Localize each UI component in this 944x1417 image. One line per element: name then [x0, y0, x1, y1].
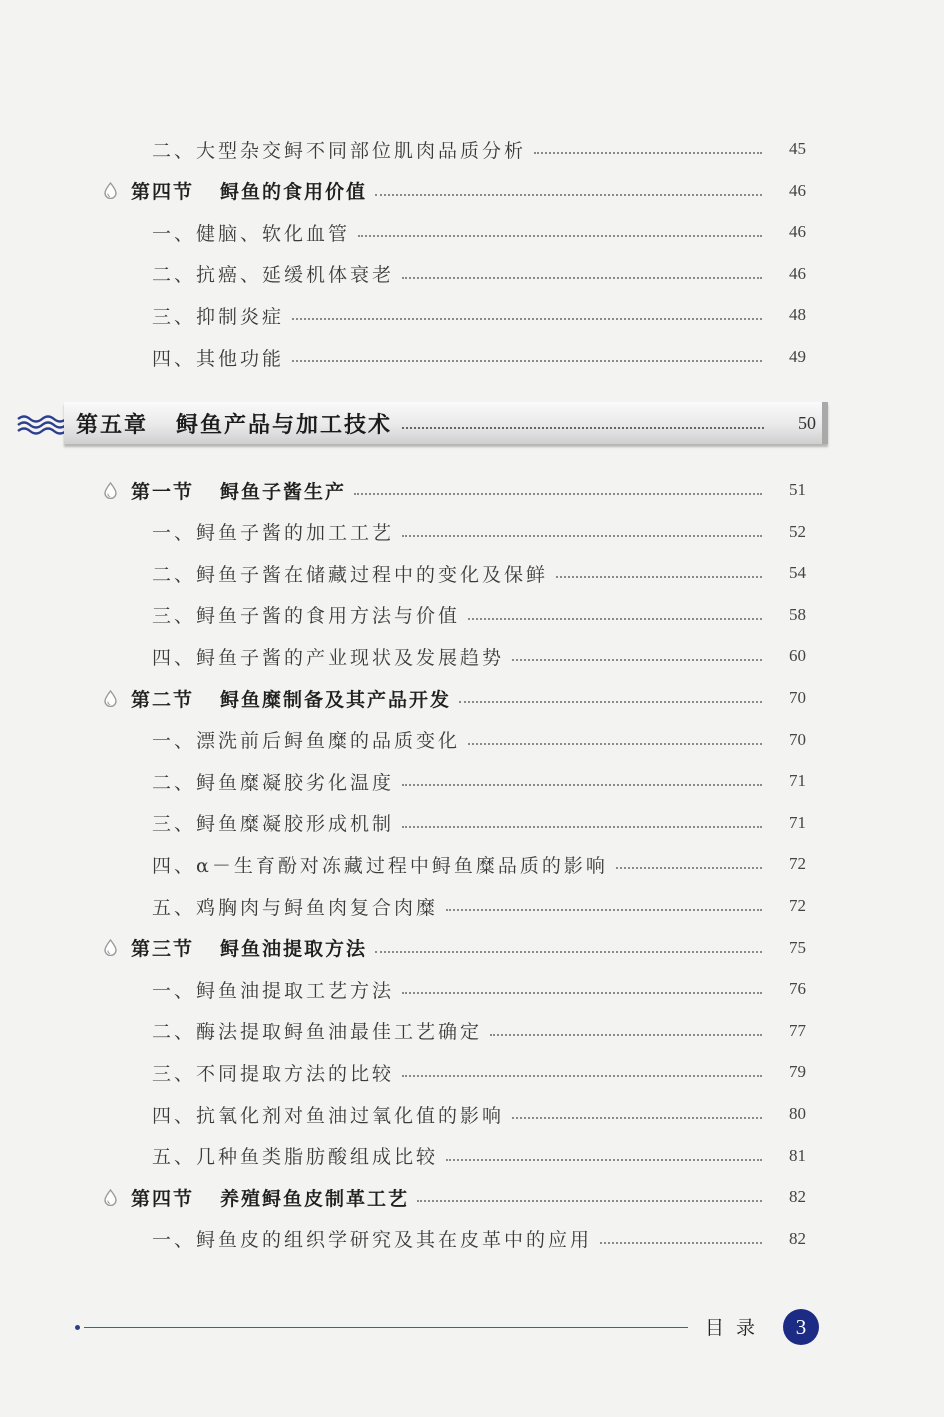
section-title: 鲟鱼糜制备及其产品开发: [220, 688, 452, 711]
toc-section-entry[interactable]: [0, 931, 944, 965]
section-number: 第四节: [131, 1187, 195, 1210]
subentry-title: 一、鲟鱼皮的组织学研究及其在皮革中的应用: [152, 1229, 593, 1252]
page-number: 71: [789, 812, 806, 832]
subentry-title: 五、鸡胸肉与鲟鱼肉复合肉糜: [152, 896, 439, 919]
subentry-title: 一、健脑、软化血管: [152, 222, 351, 245]
footer-rule: [84, 1327, 688, 1328]
subentry-title: 四、α－生育酚对冻藏过程中鲟鱼糜品质的影响: [152, 854, 608, 877]
dot-leader: [490, 1034, 762, 1036]
toc-subentry[interactable]: [0, 639, 944, 673]
dot-leader: [446, 1159, 762, 1161]
toc-subentry[interactable]: [0, 340, 944, 374]
subentry-title: 一、鲟鱼子酱的加工工艺: [152, 522, 395, 545]
subentry-title: 三、鲟鱼糜凝胶形成机制: [152, 813, 395, 836]
dot-leader: [402, 992, 762, 994]
page-number: 54: [789, 563, 806, 583]
dot-leader: [417, 1200, 762, 1202]
toc-section-entry[interactable]: [0, 174, 944, 208]
subentry-title: 二、大型杂交鲟不同部位肌肉品质分析: [152, 139, 527, 162]
toc-subentry[interactable]: [0, 723, 944, 757]
page-number: 60: [789, 646, 806, 666]
toc-subentry[interactable]: [0, 257, 944, 291]
subentry-title: 三、鲟鱼子酱的食用方法与价值: [152, 605, 461, 628]
page-number: 82: [789, 1187, 806, 1207]
page-number: 51: [789, 480, 806, 499]
drop-icon: [104, 482, 117, 499]
section-number: 第四节: [131, 181, 195, 204]
section-number: 第三节: [131, 938, 195, 961]
page-number: 79: [789, 1062, 806, 1082]
drop-icon: [104, 182, 117, 199]
toc-subentry[interactable]: [0, 764, 944, 798]
dot-leader: [375, 194, 762, 196]
subentry-title: 三、不同提取方法的比较: [152, 1062, 395, 1085]
dot-leader: [616, 867, 762, 869]
page-number: 48: [789, 305, 806, 325]
dot-leader: [512, 1117, 762, 1119]
toc-subentry[interactable]: [0, 598, 944, 632]
section-title: 鲟鱼子酱生产: [220, 480, 347, 503]
toc-section-entry[interactable]: [0, 473, 944, 507]
section-number: 第一节: [131, 480, 195, 503]
subentry-title: 五、几种鱼类脂肪酸组成比较: [152, 1146, 439, 1169]
dot-leader: [402, 1075, 762, 1077]
page-number: 76: [789, 979, 806, 999]
subentry-title: 二、鲟鱼糜凝胶劣化温度: [152, 771, 395, 794]
subentry-title: 二、酶法提取鲟鱼油最佳工艺确定: [152, 1021, 483, 1044]
dot-leader: [358, 235, 762, 237]
dot-leader: [600, 1242, 762, 1244]
subentry-title: 三、抑制炎症: [152, 305, 285, 328]
subentry-title: 一、漂洗前后鲟鱼糜的品质变化: [152, 730, 461, 753]
page-number: 70: [789, 688, 806, 707]
dot-leader: [468, 743, 762, 745]
drop-icon: [104, 690, 117, 707]
section-title: 鲟鱼油提取方法: [220, 938, 368, 961]
subentry-title: 二、抗癌、延缓机体衰老: [152, 264, 395, 287]
subentry-title: 四、抗氧化剂对鱼油过氧化值的影响: [152, 1104, 505, 1127]
page-number: 72: [789, 896, 806, 915]
toc-subentry[interactable]: [0, 1139, 944, 1173]
dot-leader: [292, 318, 762, 320]
section-title: 养殖鲟鱼皮制革工艺: [220, 1187, 410, 1210]
dot-leader: [292, 360, 762, 362]
page-number: 77: [789, 1020, 806, 1040]
dot-leader: [468, 618, 762, 620]
dot-leader: [556, 576, 762, 578]
page-number: 71: [789, 771, 806, 791]
footer-label: 目录: [705, 1317, 768, 1339]
dot-leader: [402, 535, 762, 537]
toc-subentry[interactable]: [0, 1055, 944, 1089]
toc-section-entry[interactable]: [0, 681, 944, 715]
page-number: 81: [789, 1145, 806, 1165]
page-number: 82: [789, 1228, 806, 1248]
page-number: 58: [789, 604, 806, 624]
page-number: 46: [789, 222, 806, 242]
chapter-title: 鲟鱼产品与加工技术: [176, 411, 393, 438]
dot-leader: [459, 701, 762, 703]
toc-subentry[interactable]: [0, 972, 944, 1006]
drop-icon: [104, 939, 117, 956]
page-number: 70: [789, 729, 806, 749]
toc-subentry[interactable]: [0, 889, 944, 923]
page-number: 80: [789, 1104, 806, 1123]
page-number: 46: [789, 180, 806, 200]
dot-leader: [375, 951, 762, 953]
toc-subentry[interactable]: [0, 1014, 944, 1048]
toc-subentry[interactable]: [0, 806, 944, 840]
page-number: 72: [789, 854, 806, 874]
page-number: 45: [789, 139, 806, 158]
subentry-title: 一、鲟鱼油提取工艺方法: [152, 979, 395, 1002]
subentry-title: 四、其他功能: [152, 347, 285, 370]
chapter-number: 第五章: [76, 411, 149, 438]
drop-icon: [104, 1189, 117, 1206]
page-number: 52: [789, 521, 806, 541]
toc-section-entry[interactable]: [0, 1180, 944, 1214]
dot-leader: [512, 659, 762, 661]
dot-leader: [402, 784, 762, 786]
toc-subentry[interactable]: [0, 298, 944, 332]
dot-leader: [402, 277, 762, 279]
dot-leader: [446, 909, 762, 911]
page-number: 75: [789, 937, 806, 957]
section-title: 鲟鱼的食用价值: [220, 181, 368, 204]
subentry-title: 二、鲟鱼子酱在储藏过程中的变化及保鲜: [152, 563, 549, 586]
toc-subentry[interactable]: [0, 847, 944, 881]
page-number-badge: 3: [783, 1309, 819, 1345]
toc-subentry[interactable]: [0, 132, 944, 166]
dot-leader: [402, 826, 762, 828]
toc-subentry[interactable]: [0, 215, 944, 249]
page-number: 49: [789, 347, 806, 366]
dot-leader: [354, 493, 762, 495]
subentry-title: 四、鲟鱼子酱的产业现状及发展趋势: [152, 646, 505, 669]
chapter-page-number: 50: [798, 412, 816, 433]
toc-subentry[interactable]: [0, 556, 944, 590]
toc-subentry[interactable]: [0, 1222, 944, 1256]
toc-subentry[interactable]: [0, 515, 944, 549]
page-number: 46: [789, 263, 806, 283]
dot-leader: [402, 427, 764, 429]
section-number: 第二节: [131, 688, 195, 711]
chapter-banner[interactable]: [16, 402, 822, 448]
footer-dot: [75, 1325, 80, 1330]
toc-subentry[interactable]: [0, 1097, 944, 1131]
dot-leader: [534, 152, 762, 154]
